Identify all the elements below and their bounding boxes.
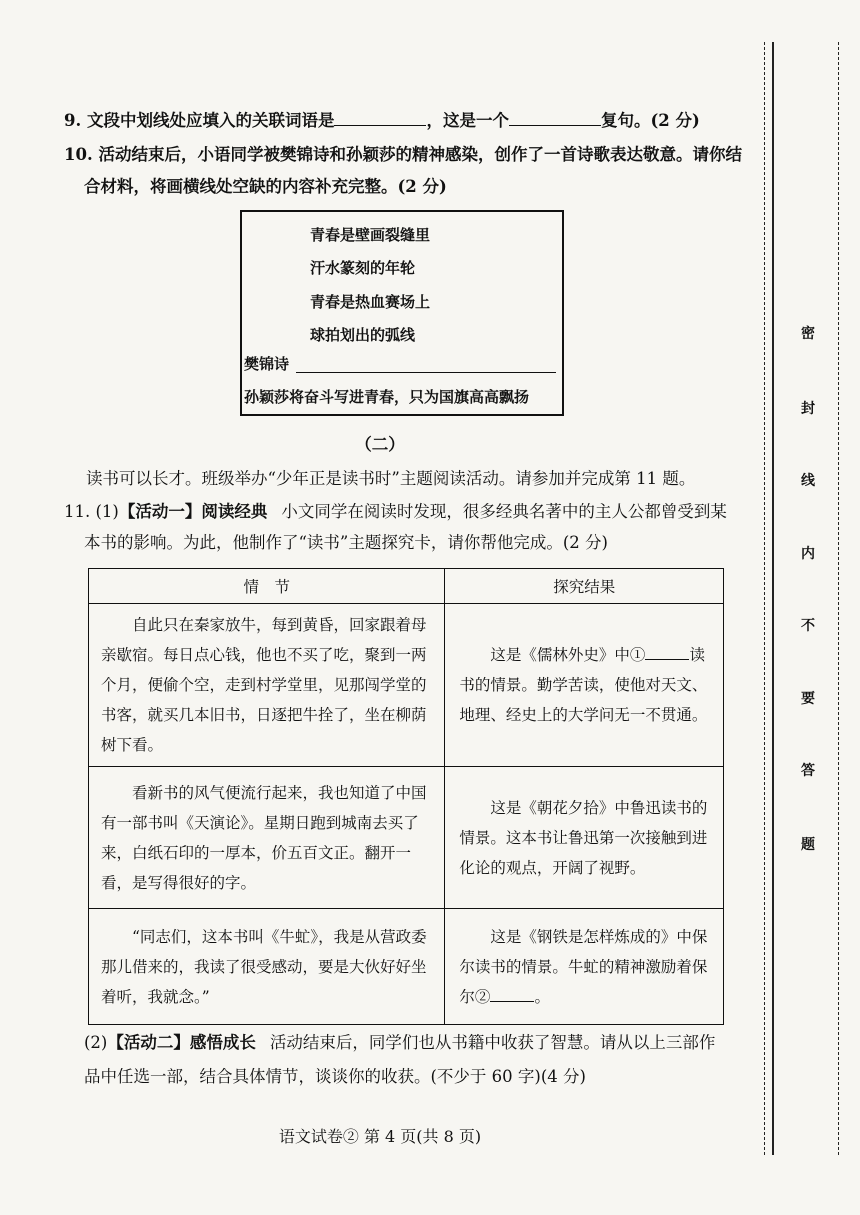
q11-part2-number: (2) [84, 1033, 108, 1052]
q9-text-b: ，这是一个 [426, 111, 509, 130]
table-cell-plot: 自此只在秦家放牛，每到黄昏，回家跟着母亲歇宿。每日点心钱，他也不买了吃，聚到一两个月，便偷个空，走到村学堂里，见那闯学堂的书客，就买几本旧书，日逐把牛拴了，坐在柳荫树下看。 [89, 604, 445, 767]
table-row [89, 604, 724, 767]
answer-blank-2[interactable] [490, 983, 534, 1002]
table-row [89, 909, 724, 1025]
table-header-result: 探究结果 [445, 569, 724, 604]
seal-char: 答 [801, 763, 815, 779]
seal-dashed-line-inner [838, 42, 839, 1155]
poem-line-4: 球拍划出的弧线 [310, 326, 416, 344]
seal-char: 线 [801, 473, 815, 489]
q11-part1-line-1: 小文同学在阅读时发现，很多经典名著中的主人公都曾受到某 [281, 502, 727, 521]
answer-blank-1[interactable] [645, 641, 689, 660]
result-text-b: 。 [534, 987, 550, 1006]
q11-part2-line-2: 品中任选一部，结合具体情节，谈谈你的收获。(不少于 60 字)(4 分) [84, 1067, 586, 1086]
question-11-part-1 [64, 497, 727, 527]
section-intro: 读书可以长才。班级举办“少年正是读书时”主题阅读活动。请参加并完成第 11 题。 [86, 469, 696, 488]
table-cell-result [445, 909, 724, 1025]
table-cell-result: 这是《朝花夕拾》中鲁迅读书的情景。这本书让鲁迅第一次接触到进化论的观点，开阔了视野。 [445, 767, 724, 909]
poem-box [240, 210, 564, 416]
question-9 [64, 106, 700, 136]
seal-dashed-line-outer [764, 42, 765, 1155]
q11-number: 11. (1) [64, 502, 119, 521]
activity-1-tag: 【活动一】阅读经典 [118, 502, 268, 521]
result-text-a: 这是《儒林外史》中① [490, 646, 646, 664]
table-cell-plot: “同志们，这本书叫《牛虻》，我是从营政委那儿借来的，我读了很受感动，要是大伙好好坐着听，我就念。” [89, 909, 445, 1025]
question-10-line-2: 合材料，将画横线处空缺的内容补充完整。(2 分) [84, 177, 447, 196]
seal-char: 密 [801, 326, 815, 342]
poem-line-3: 青春是热血赛场上 [310, 293, 431, 311]
table-cell-plot: 看新书的风气便流行起来，我也知道了中国有一部书叫《天演论》。星期日跑到城南去买了来，白纸石印的一厚本，价五百文正。翻开一看，是写得很好的字。 [89, 767, 445, 909]
section-heading: （二） [355, 435, 405, 454]
activity-2-tag: 【活动二】感悟成长 [107, 1033, 256, 1052]
reading-research-table [88, 568, 724, 1025]
q11-part1-line-2: 本书的影响。为此，他制作了“读书”主题探究卡，请你帮他完成。(2 分) [84, 533, 608, 552]
poem-blank-label: 樊锦诗 [244, 355, 290, 373]
poem-blank-line[interactable] [296, 372, 556, 373]
seal-char: 题 [801, 837, 815, 853]
question-11-part-2 [84, 1028, 715, 1058]
question-10-line-1: 10. 活动结束后，小语同学被樊锦诗和孙颖莎的精神感染，创作了一首诗歌表达敬意。请你结 [64, 145, 742, 164]
page-footer: 语文试卷② 第 4 页(共 8 页) [278, 1127, 482, 1146]
seal-char: 不 [801, 618, 815, 634]
result-text-a: 这是《钢铁是怎样炼成的》中保尔读书的情景。牛虻的精神激励着保尔② [459, 927, 708, 1006]
poem-last-line: 孙颖莎将奋斗写进青春，只为国旗高高飘扬 [244, 388, 530, 406]
poem-line-2: 汗水篆刻的年轮 [310, 259, 416, 277]
seal-char: 内 [801, 546, 815, 562]
seal-solid-line [772, 42, 774, 1155]
result-text-b: 读书的情景。勤学苦读，使他对天文、地理、经史上的大学问无一不贯通。 [459, 646, 708, 724]
seal-char: 要 [801, 691, 815, 707]
table-row [89, 767, 724, 909]
q9-blank-2[interactable] [509, 107, 601, 126]
table-header-plot: 情 节 [89, 569, 445, 604]
table-cell-result [445, 604, 724, 767]
q9-blank-1[interactable] [334, 107, 426, 126]
table-header-row [89, 569, 724, 604]
poem-line-1: 青春是壁画裂缝里 [310, 226, 431, 244]
q9-text-a: 9. 文段中划线处应填入的关联词语是 [64, 111, 335, 130]
seal-char: 封 [801, 401, 815, 417]
q9-text-c: 复句。(2 分) [600, 111, 700, 130]
q11-part2-line-1: 活动结束后，同学们也从书籍中收获了智慧。请从以上三部作 [269, 1033, 716, 1052]
